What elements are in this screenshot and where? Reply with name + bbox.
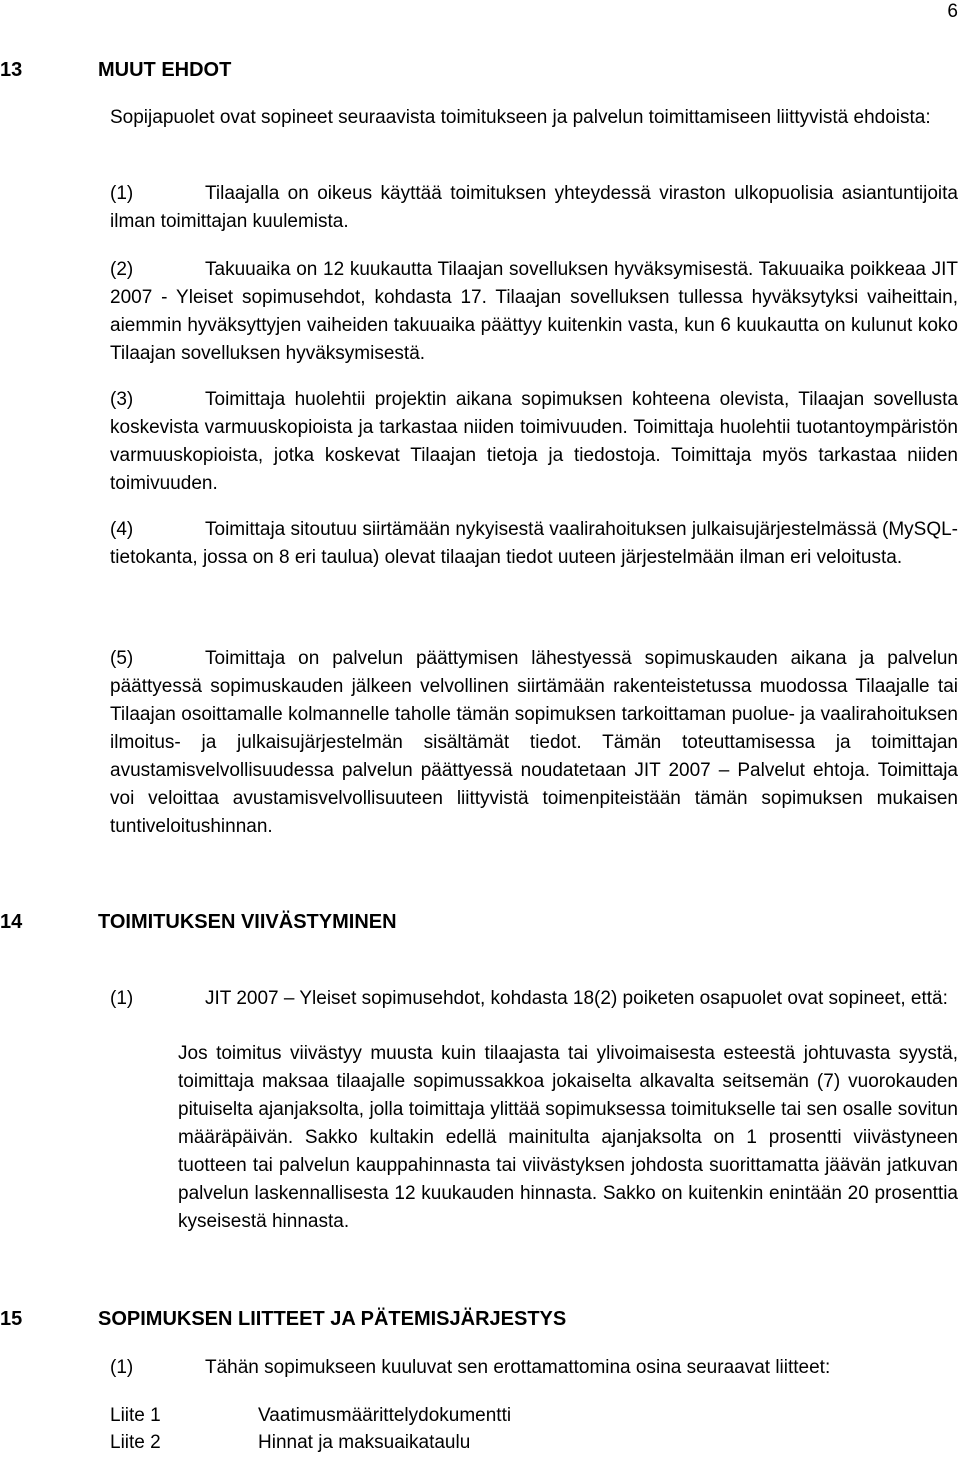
item-text: Tilaajalla on oikeus käyttää toimituksen yhteydessä viraston ulkopuolisia asiantuntijoita ilman toimittajan kuulemista.: [110, 183, 958, 232]
item-number: (4): [110, 519, 134, 540]
section-title: MUUT EHDOT: [98, 59, 232, 81]
section-13-item-3: [110, 386, 958, 498]
section-13-item-4: [110, 516, 958, 572]
section-number: 15: [0, 1308, 23, 1330]
item-text: Tähän sopimukseen kuuluvat sen erottamattomina osina seuraavat liitteet:: [205, 1357, 831, 1378]
item-number: (2): [110, 259, 134, 280]
item-text: Takuuaika on 12 kuukautta Tilaajan sovelluksen hyväksymisestä. Takuuaika poikkeaa JIT 2007 - Yleiset sopimusehdot, kohdasta 17. Tilaajan sovelluksen tullessa hyväksytyksi vaiheittain, aiemmin hyväksyttyjen vaiheiden takuuaika päättyy kuitenkin vasta, kun 6 kuukautta on kulunut koko Tilaajan sovelluksen hyväksymisestä.: [110, 259, 958, 364]
section-13-item-5: [110, 645, 958, 841]
item-text: Toimittaja sitoutuu siirtämään nykyisestä vaalirahoituksen julkaisujärjestelmässä (MySQL-tietokanta, jossa on 8 eri taulua) olevat tilaajan tiedot uuteen järjestelmään ilman eri veloitusta.: [110, 519, 958, 568]
section-title: TOIMITUKSEN VIIVÄSTYMINEN: [98, 911, 397, 933]
section-13-item-2: [110, 256, 958, 368]
attachment-label: Liite 1: [110, 1405, 161, 1426]
item-number: (1): [110, 183, 134, 204]
section-number: 13: [0, 59, 23, 81]
section-14-item-1: [110, 985, 958, 1013]
section-number: 14: [0, 911, 23, 933]
item-text: Toimittaja huolehtii projektin aikana sopimuksen kohteena olevista, Tilaajan sovellusta koskevista varmuuskopioista ja tarkastaa niiden toimivuuden. Toimittaja huolehtii tuotantoympäristön varmuuskopioista, jotka koskevat Tilaajan tietoja ja tiedostoja. Toimittaja myös tarkastaa niiden toimivuuden.: [110, 389, 958, 494]
attachment-label: Liite 2: [110, 1432, 161, 1453]
item-text: Toimittaja on palvelun päättymisen lähestyessä sopimuskauden aikana ja palvelun päättyessä sopimuskauden jälkeen velvollinen siirtämään rakenteistetussa muodossa Tilaajalle tai Tilaajan osoittamalle kolmannelle taholle tämän sopimuksen tarkoittaman puolue- ja vaalirahoituksen ilmoitus- ja julkaisujärjestelmän sisältämät tiedot. Tämän toteuttamisessa ja toimittajan avustamisvelvollisuudessa palvelun päättyessä noudatetaan JIT 2007 – Palvelut ehtoja. Toimittaja voi veloittaa avustamisvelvollisuuteen liittyvistä toimenpiteistään tämän sopimuksen mukaisen tuntiveloitushinnan.: [110, 648, 958, 837]
section-title: SOPIMUKSEN LIITTEET JA PÄTEMISJÄRJESTYS: [98, 1308, 567, 1330]
item-text: JIT 2007 – Yleiset sopimusehdot, kohdasta 18(2) poiketen osapuolet ovat sopineet, että:: [205, 988, 948, 1009]
item-number: (1): [110, 988, 134, 1009]
item-number: (1): [110, 1357, 134, 1378]
item-number: (5): [110, 648, 134, 669]
section-13-item-1: [110, 180, 958, 236]
section-14-quote: Jos toimitus viivästyy muusta kuin tilaajasta tai ylivoimaisesta esteestä johtuvasta syystä, toimittaja maksaa tilaajalle sopimussakkoa jokaiselta alkavalta seitsemän (7) vuorokauden pituiselta ajanjaksolta, jolla toimittaja ylittää sopimuksessa toimitukselle tai sen osalle sovitun määräpäivän. Sakko kultakin edellä mainitulta ajanjaksolta on 1 prosentti viivästyneen tuotteen tai palvelun kauppahinnasta tai viivästyksen johdosta suorittamatta jäävän jatkuvan palvelun laskennallisesta 12 kuukauden hinnasta. Sakko on kuitenkin enintään 20 prosenttia kyseisestä hinnasta.: [178, 1043, 958, 1232]
attachment-text: Hinnat ja maksuaikataulu: [258, 1432, 471, 1453]
attachment-text: Vaatimusmäärittelydokumentti: [258, 1405, 512, 1426]
page-number: 6: [947, 1, 958, 22]
section-15-item-1: [110, 1354, 958, 1382]
section-13-intro: Sopijapuolet ovat sopineet seuraavista toimitukseen ja palvelun toimittamiseen liittyvistä ehdoista:: [110, 107, 931, 128]
item-number: (3): [110, 389, 134, 410]
